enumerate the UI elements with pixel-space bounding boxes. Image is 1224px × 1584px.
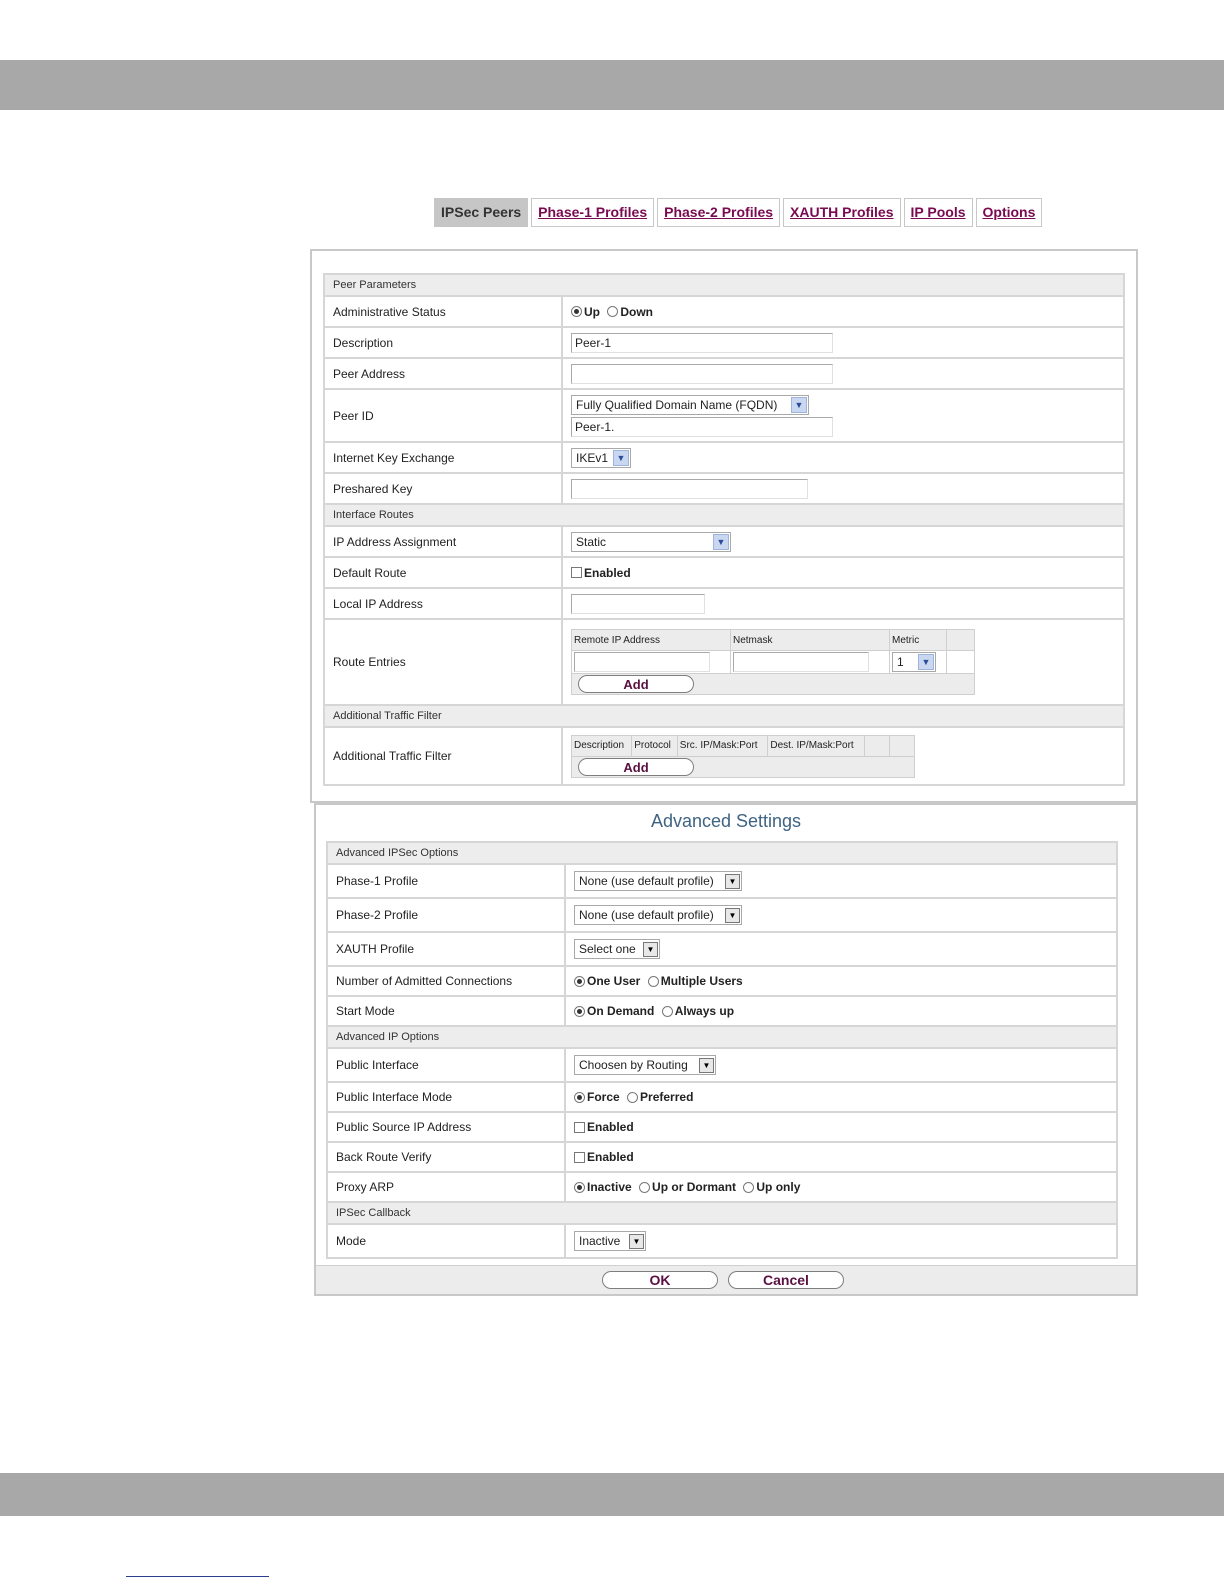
column-remote-ip: Remote IP Address	[572, 630, 731, 651]
ike-value: IKEv1	[576, 450, 609, 465]
peer-id-input[interactable]: Peer-1.	[571, 417, 833, 437]
admin-status-down-radio[interactable]	[607, 306, 618, 317]
always-up-label: Always up	[674, 1004, 735, 1019]
public-interface-select[interactable]	[574, 1055, 716, 1075]
on-demand-label: On Demand	[587, 1004, 655, 1019]
proxy-arp-inactive-label: Inactive	[587, 1180, 632, 1195]
one-user-radio[interactable]	[574, 976, 585, 987]
preferred-radio[interactable]	[627, 1092, 638, 1103]
xauth-profile-select[interactable]	[574, 939, 660, 959]
route-entries-label: Route Entries	[324, 619, 562, 705]
tab-bar	[434, 198, 1042, 227]
peer-id-type-select[interactable]	[571, 395, 809, 415]
column-description: Description	[572, 735, 632, 756]
callback-mode-select[interactable]	[574, 1231, 646, 1251]
traffic-filter-label: Additional Traffic Filter	[324, 727, 562, 785]
remote-ip-input[interactable]	[574, 652, 710, 672]
traffic-filter-table	[571, 735, 915, 778]
public-source-ip-checkbox[interactable]	[574, 1122, 585, 1133]
column-dest: Dest. IP/Mask:Port	[768, 735, 865, 756]
local-ip-label: Local IP Address	[324, 588, 562, 619]
always-up-radio[interactable]	[662, 1006, 673, 1017]
metric-value: 1	[897, 655, 904, 669]
cancel-button[interactable]: Cancel	[728, 1271, 844, 1289]
chevron-down-icon: ▼	[791, 397, 807, 413]
callback-mode-label: Mode	[327, 1224, 565, 1258]
section-advanced-ipsec: Advanced IPSec Options	[327, 842, 1117, 864]
add-filter-button[interactable]: Add	[578, 758, 694, 776]
section-ipsec-callback: IPSec Callback	[327, 1202, 1117, 1224]
action-bar	[316, 1265, 1136, 1294]
admin-status-down-label: Down	[620, 304, 654, 319]
phase1-profile-value: None (use default profile)	[579, 874, 714, 888]
route-entries-table	[571, 629, 975, 695]
local-ip-input[interactable]	[571, 594, 705, 614]
tab-ip-pools[interactable]: IP Pools	[904, 198, 973, 227]
ike-label: Internet Key Exchange	[324, 442, 562, 473]
footer-band	[0, 1473, 1224, 1516]
start-mode-label: Start Mode	[327, 996, 565, 1026]
public-source-ip-checkbox-label: Enabled	[587, 1120, 634, 1135]
section-interface-routes: Interface Routes	[324, 504, 1124, 526]
back-route-verify-label: Back Route Verify	[327, 1142, 565, 1172]
ip-assignment-value: Static	[576, 534, 607, 549]
xauth-profile-value: Select one	[579, 942, 636, 956]
chevron-down-icon: ▼	[629, 1234, 644, 1249]
tab-ipsec-peers[interactable]: IPSec Peers	[434, 198, 528, 227]
public-interface-label: Public Interface	[327, 1048, 565, 1082]
preshared-key-input[interactable]	[571, 479, 808, 499]
section-traffic-filter: Additional Traffic Filter	[324, 705, 1124, 727]
public-source-ip-label: Public Source IP Address	[327, 1112, 565, 1142]
advanced-settings-panel	[314, 803, 1138, 1296]
tab-options[interactable]: Options	[976, 198, 1043, 227]
chevron-down-icon: ▼	[725, 908, 740, 923]
column-protocol: Protocol	[632, 735, 678, 756]
peer-settings-panel	[310, 249, 1138, 803]
preferred-label: Preferred	[640, 1090, 694, 1105]
back-route-verify-checkbox[interactable]	[574, 1152, 585, 1163]
phase2-profile-label: Phase-2 Profile	[327, 898, 565, 932]
chevron-down-icon: ▼	[613, 450, 629, 466]
phase1-profile-label: Phase-1 Profile	[327, 864, 565, 898]
column-metric: Metric	[890, 630, 947, 651]
one-user-label: One User	[587, 974, 641, 989]
tab-phase1-profiles[interactable]: Phase-1 Profiles	[531, 198, 654, 227]
multiple-users-label: Multiple Users	[660, 974, 743, 989]
description-label: Description	[324, 327, 562, 358]
phase2-profile-select[interactable]	[574, 905, 742, 925]
peer-address-label: Peer Address	[324, 358, 562, 389]
ok-button[interactable]: OK	[602, 1271, 718, 1289]
chevron-down-icon: ▼	[699, 1058, 714, 1073]
proxy-arp-inactive-radio[interactable]	[574, 1182, 585, 1193]
chevron-down-icon: ▼	[725, 874, 740, 889]
multiple-users-radio[interactable]	[648, 976, 659, 987]
default-route-label: Default Route	[324, 557, 562, 588]
proxy-arp-up-or-dormant-label: Up or Dormant	[652, 1180, 737, 1195]
ike-select[interactable]	[571, 448, 631, 468]
section-peer-parameters: Peer Parameters	[324, 274, 1124, 296]
back-route-verify-checkbox-label: Enabled	[587, 1150, 634, 1165]
peer-id-type-value: Fully Qualified Domain Name (FQDN)	[576, 397, 778, 412]
advanced-settings-title: Advanced Settings	[650, 811, 802, 831]
chevron-down-icon: ▼	[643, 942, 658, 957]
admin-status-label: Administrative Status	[324, 296, 562, 327]
peer-id-label: Peer ID	[324, 389, 562, 442]
public-interface-value: Choosen by Routing	[579, 1058, 688, 1072]
admin-status-up-radio[interactable]	[571, 306, 582, 317]
force-radio[interactable]	[574, 1092, 585, 1103]
public-interface-mode-label: Public Interface Mode	[327, 1082, 565, 1112]
on-demand-radio[interactable]	[574, 1006, 585, 1017]
preshared-key-label: Preshared Key	[324, 473, 562, 504]
description-input[interactable]: Peer-1	[571, 333, 833, 353]
section-advanced-ip: Advanced IP Options	[327, 1026, 1117, 1048]
chevron-down-icon: ▼	[918, 654, 934, 670]
advanced-form	[326, 841, 1118, 1259]
admin-status-up-label: Up	[584, 304, 600, 319]
netmask-input[interactable]	[733, 652, 869, 672]
xauth-profile-label: XAUTH Profile	[327, 932, 565, 966]
proxy-arp-up-only-radio[interactable]	[743, 1182, 754, 1193]
proxy-arp-label: Proxy ARP	[327, 1172, 565, 1202]
column-src: Src. IP/Mask:Port	[677, 735, 768, 756]
default-route-checkbox[interactable]	[571, 567, 582, 578]
add-route-button[interactable]: Add	[578, 675, 694, 693]
header-band	[0, 60, 1224, 110]
peer-address-input[interactable]	[571, 364, 833, 384]
chevron-down-icon: ▼	[713, 534, 729, 550]
phase2-profile-value: None (use default profile)	[579, 908, 714, 922]
metric-select[interactable]	[892, 652, 936, 672]
phase1-profile-select[interactable]	[574, 871, 742, 891]
tab-phase2-profiles[interactable]: Phase-2 Profiles	[657, 198, 780, 227]
connections-label: Number of Admitted Connections	[327, 966, 565, 996]
force-label: Force	[587, 1090, 620, 1105]
peer-form	[323, 273, 1125, 786]
proxy-arp-up-only-label: Up only	[756, 1180, 801, 1195]
proxy-arp-up-or-dormant-radio[interactable]	[639, 1182, 650, 1193]
tab-xauth-profiles[interactable]: XAUTH Profiles	[783, 198, 900, 227]
callback-mode-value: Inactive	[579, 1234, 621, 1248]
ip-assignment-select[interactable]	[571, 532, 731, 552]
default-route-checkbox-label: Enabled	[584, 565, 631, 580]
footer-rule	[126, 1576, 269, 1577]
column-netmask: Netmask	[731, 630, 890, 651]
ip-assignment-label: IP Address Assignment	[324, 526, 562, 557]
